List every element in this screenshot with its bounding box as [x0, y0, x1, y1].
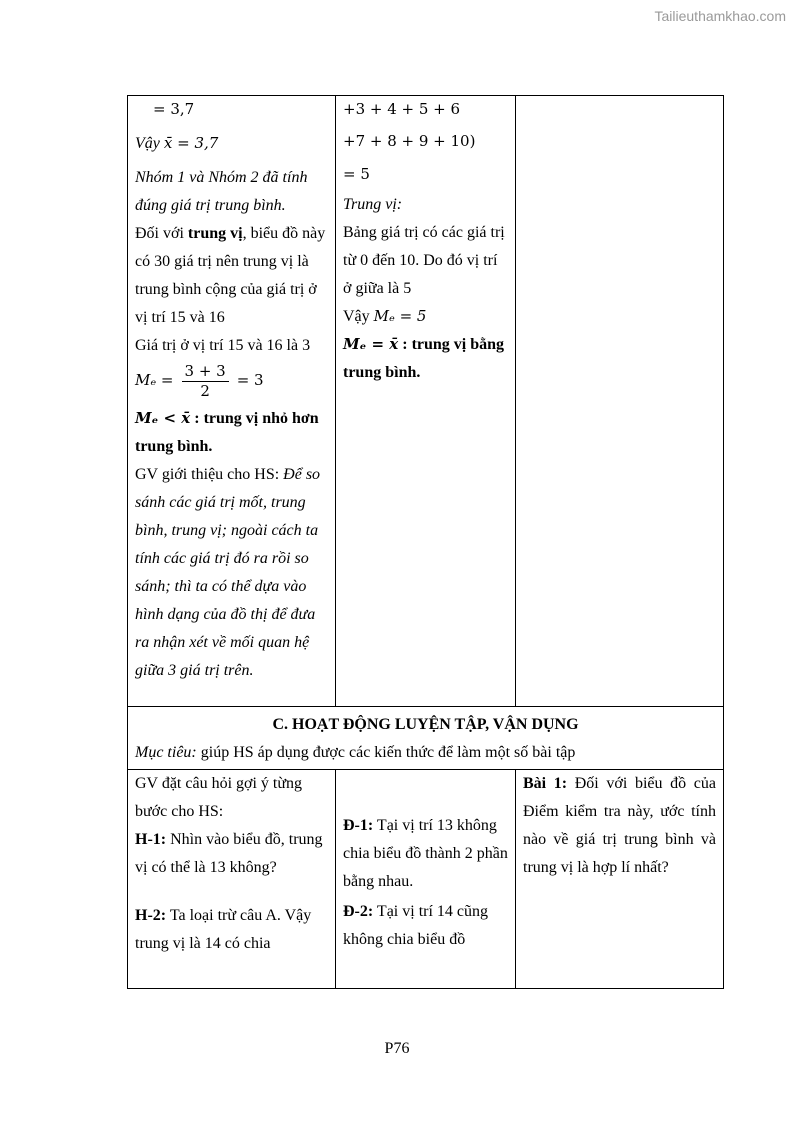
- answer-d1: [343, 812, 508, 896]
- conclusion-prefix-2: Vậy: [343, 307, 374, 325]
- student-answers-cell: [336, 770, 516, 989]
- mean-result: = 3,7: [153, 100, 195, 118]
- h1-text: Nhìn vào biểu đồ, trung vị có thể là 13 không?: [135, 831, 323, 876]
- median-heading: Trung vị:: [343, 195, 403, 213]
- compare-text: : trung vị nhỏ hơn trung bình.: [135, 409, 319, 455]
- gv-introduction: [135, 461, 328, 685]
- gv-intro-label: GV giới thiệu cho HS:: [135, 465, 284, 483]
- d2-label: Đ-2:: [343, 903, 374, 920]
- median-intro-a: Đối với: [135, 225, 188, 242]
- d1-text: Tại vị trí 13 không chia biểu đồ thành 2 phần bằng nhau.: [343, 817, 508, 890]
- sum-line-1: +3 + 4 + 5 + 6: [343, 100, 461, 118]
- exercise-cell: [516, 770, 724, 989]
- table-row: [128, 707, 724, 770]
- goal-label: Mục tiêu:: [135, 744, 197, 761]
- sum-line-2: +7 + 8 + 9 + 10): [343, 132, 476, 151]
- equal-text: : trung vị bằng trung bình.: [343, 335, 505, 381]
- page-number: P76: [384, 1040, 410, 1057]
- answer-d2: [343, 898, 508, 954]
- median-intro-bold: trung vị: [187, 225, 243, 242]
- sum-result: = 5: [343, 164, 370, 183]
- fraction-numerator: 3 + 3: [182, 362, 229, 382]
- d1-label: Đ-1:: [343, 817, 374, 834]
- table-row: [128, 96, 724, 707]
- question-h1: [135, 826, 328, 882]
- question-h2: [135, 902, 328, 958]
- teacher-activity-cell: [128, 96, 336, 707]
- watermark: Tailieuthamkhao.com: [654, 8, 786, 24]
- teacher-questions-cell: [128, 770, 336, 989]
- median-label: Mₑ =: [135, 370, 174, 389]
- h1-label: H-1:: [135, 831, 167, 848]
- mean-conclusion: x̄ = 3,7: [163, 134, 219, 152]
- exercise-label: Bài 1:: [523, 775, 568, 792]
- equal-math: Mₑ = x̄: [343, 334, 399, 353]
- median-fraction: [182, 362, 229, 401]
- median-formula: [135, 362, 328, 401]
- lesson-table: [127, 95, 724, 989]
- h2-label: H-2:: [135, 907, 167, 924]
- questions-intro: GV đặt câu hỏi gợi ý từng bước cho HS:: [135, 775, 303, 820]
- median-vs-mean: [135, 405, 328, 461]
- compare-math: Mₑ < x̄: [135, 408, 191, 427]
- goal-text: giúp HS áp dụng được các kiến thức để làm một số bài tập: [196, 744, 576, 761]
- groups-note: Nhóm 1 và Nhóm 2 đã tính đúng giá trị trung bình.: [135, 169, 308, 214]
- median-equals-mean: [343, 331, 508, 387]
- median-value: Mₑ = 5: [373, 306, 427, 325]
- median-intro: [135, 220, 328, 332]
- content-cell: [516, 96, 724, 707]
- median-result: = 3: [236, 370, 264, 389]
- fraction-denominator: 2: [200, 381, 210, 400]
- section-header-cell: [128, 707, 724, 770]
- exercise-1: [523, 770, 716, 882]
- section-title: C. HOẠT ĐỘNG LUYỆN TẬP, VẬN DỤNG: [272, 716, 579, 733]
- gv-intro-text: Để so sánh các giá trị mốt, trung bình, trung vị; ngoài cách ta tính các giá trị đó ra rồi so sánh; thì ta có thể dựa vào hình dạng của đồ thị để đưa ra nhận xét về mối quan hệ giữa 3 giá trị trên.: [135, 465, 321, 679]
- median-intro-rest: , biểu đồ này có 30 giá trị nên trung vị là trung bình cộng của giá trị ở vị trí 15 và 16: [135, 225, 326, 326]
- median-conclusion: [343, 303, 508, 331]
- student-activity-cell: [336, 96, 516, 707]
- exercise-text: Đối với biểu đồ của Điểm kiểm tra này, ước tính nào về giá trị trung bình và trung vị là hợp lí nhất?: [523, 775, 716, 876]
- median-explanation: Bảng giá trị có các giá trị từ 0 đến 10. Do đó vị trí ở giữa là 5: [343, 223, 505, 297]
- values-line: Giá trị ở vị trí 15 và 16 là 3: [135, 337, 311, 354]
- section-goal: [135, 739, 716, 767]
- d2-text: Tại vị trí 14 cũng không chia biểu đồ: [343, 903, 489, 948]
- table-row: [128, 770, 724, 989]
- h2-text: Ta loại trừ câu A. Vậy trung vị là 14 có chia: [135, 907, 312, 952]
- conclusion-prefix: Vậy: [135, 135, 164, 152]
